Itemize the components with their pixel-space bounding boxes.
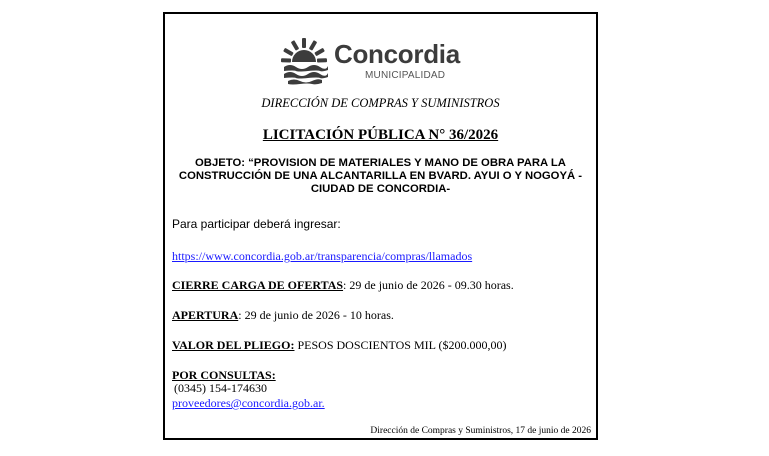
closing-label: CIERRE CARGA DE OFERTAS [172,278,344,292]
participate-text: Para participar deberá ingresar: [172,217,341,231]
logo-subtitle: MUNICIPALIDAD [365,70,446,81]
tender-object: OBJETO: “PROVISION DE MATERIALES Y MANO DE OBRA PARA LA CONSTRUCCIÓN DE UNA ALCANTARILLA EN BVARD. AYUI O Y NOGOYÁ - CIUDAD DE CONCORDIA- [178,157,583,195]
opening-row [172,308,394,323]
price-label: VALOR DEL PLIEGO: [172,338,295,352]
price-row [172,338,507,353]
tender-title: LICITACIÓN PÚBLICA N° 36/2026 [262,127,499,143]
contact-phone: (0345) 154-174630 [174,381,267,395]
opening-label: APERTURA [172,308,239,322]
contact-email[interactable]: proveedores@concordia.gob.ar. [172,396,325,410]
footer-signature: Dirección de Compras y Suministros, 17 de junio de 2026 [370,426,591,436]
notice-frame [163,12,598,440]
closing-value: : 29 de junio de 2026 - 09.30 horas. [343,278,514,292]
logo-wordmark: Concordia [334,39,460,69]
tender-link[interactable]: https://www.concordia.gob.ar/transparencia/compras/llamados [172,249,473,263]
opening-value: : 29 de junio de 2026 - 10 horas. [238,308,394,322]
department-name: DIRECCIÓN DE COMPRAS Y SUMINISTROS [261,96,500,110]
closing-row [172,278,514,293]
concordia-logo [278,37,478,85]
price-value: PESOS DOSCIENTOS MIL ($200.000,00) [294,338,507,352]
sun-wave-icon [278,37,330,85]
consultas-title: POR CONSULTAS: [172,368,276,382]
